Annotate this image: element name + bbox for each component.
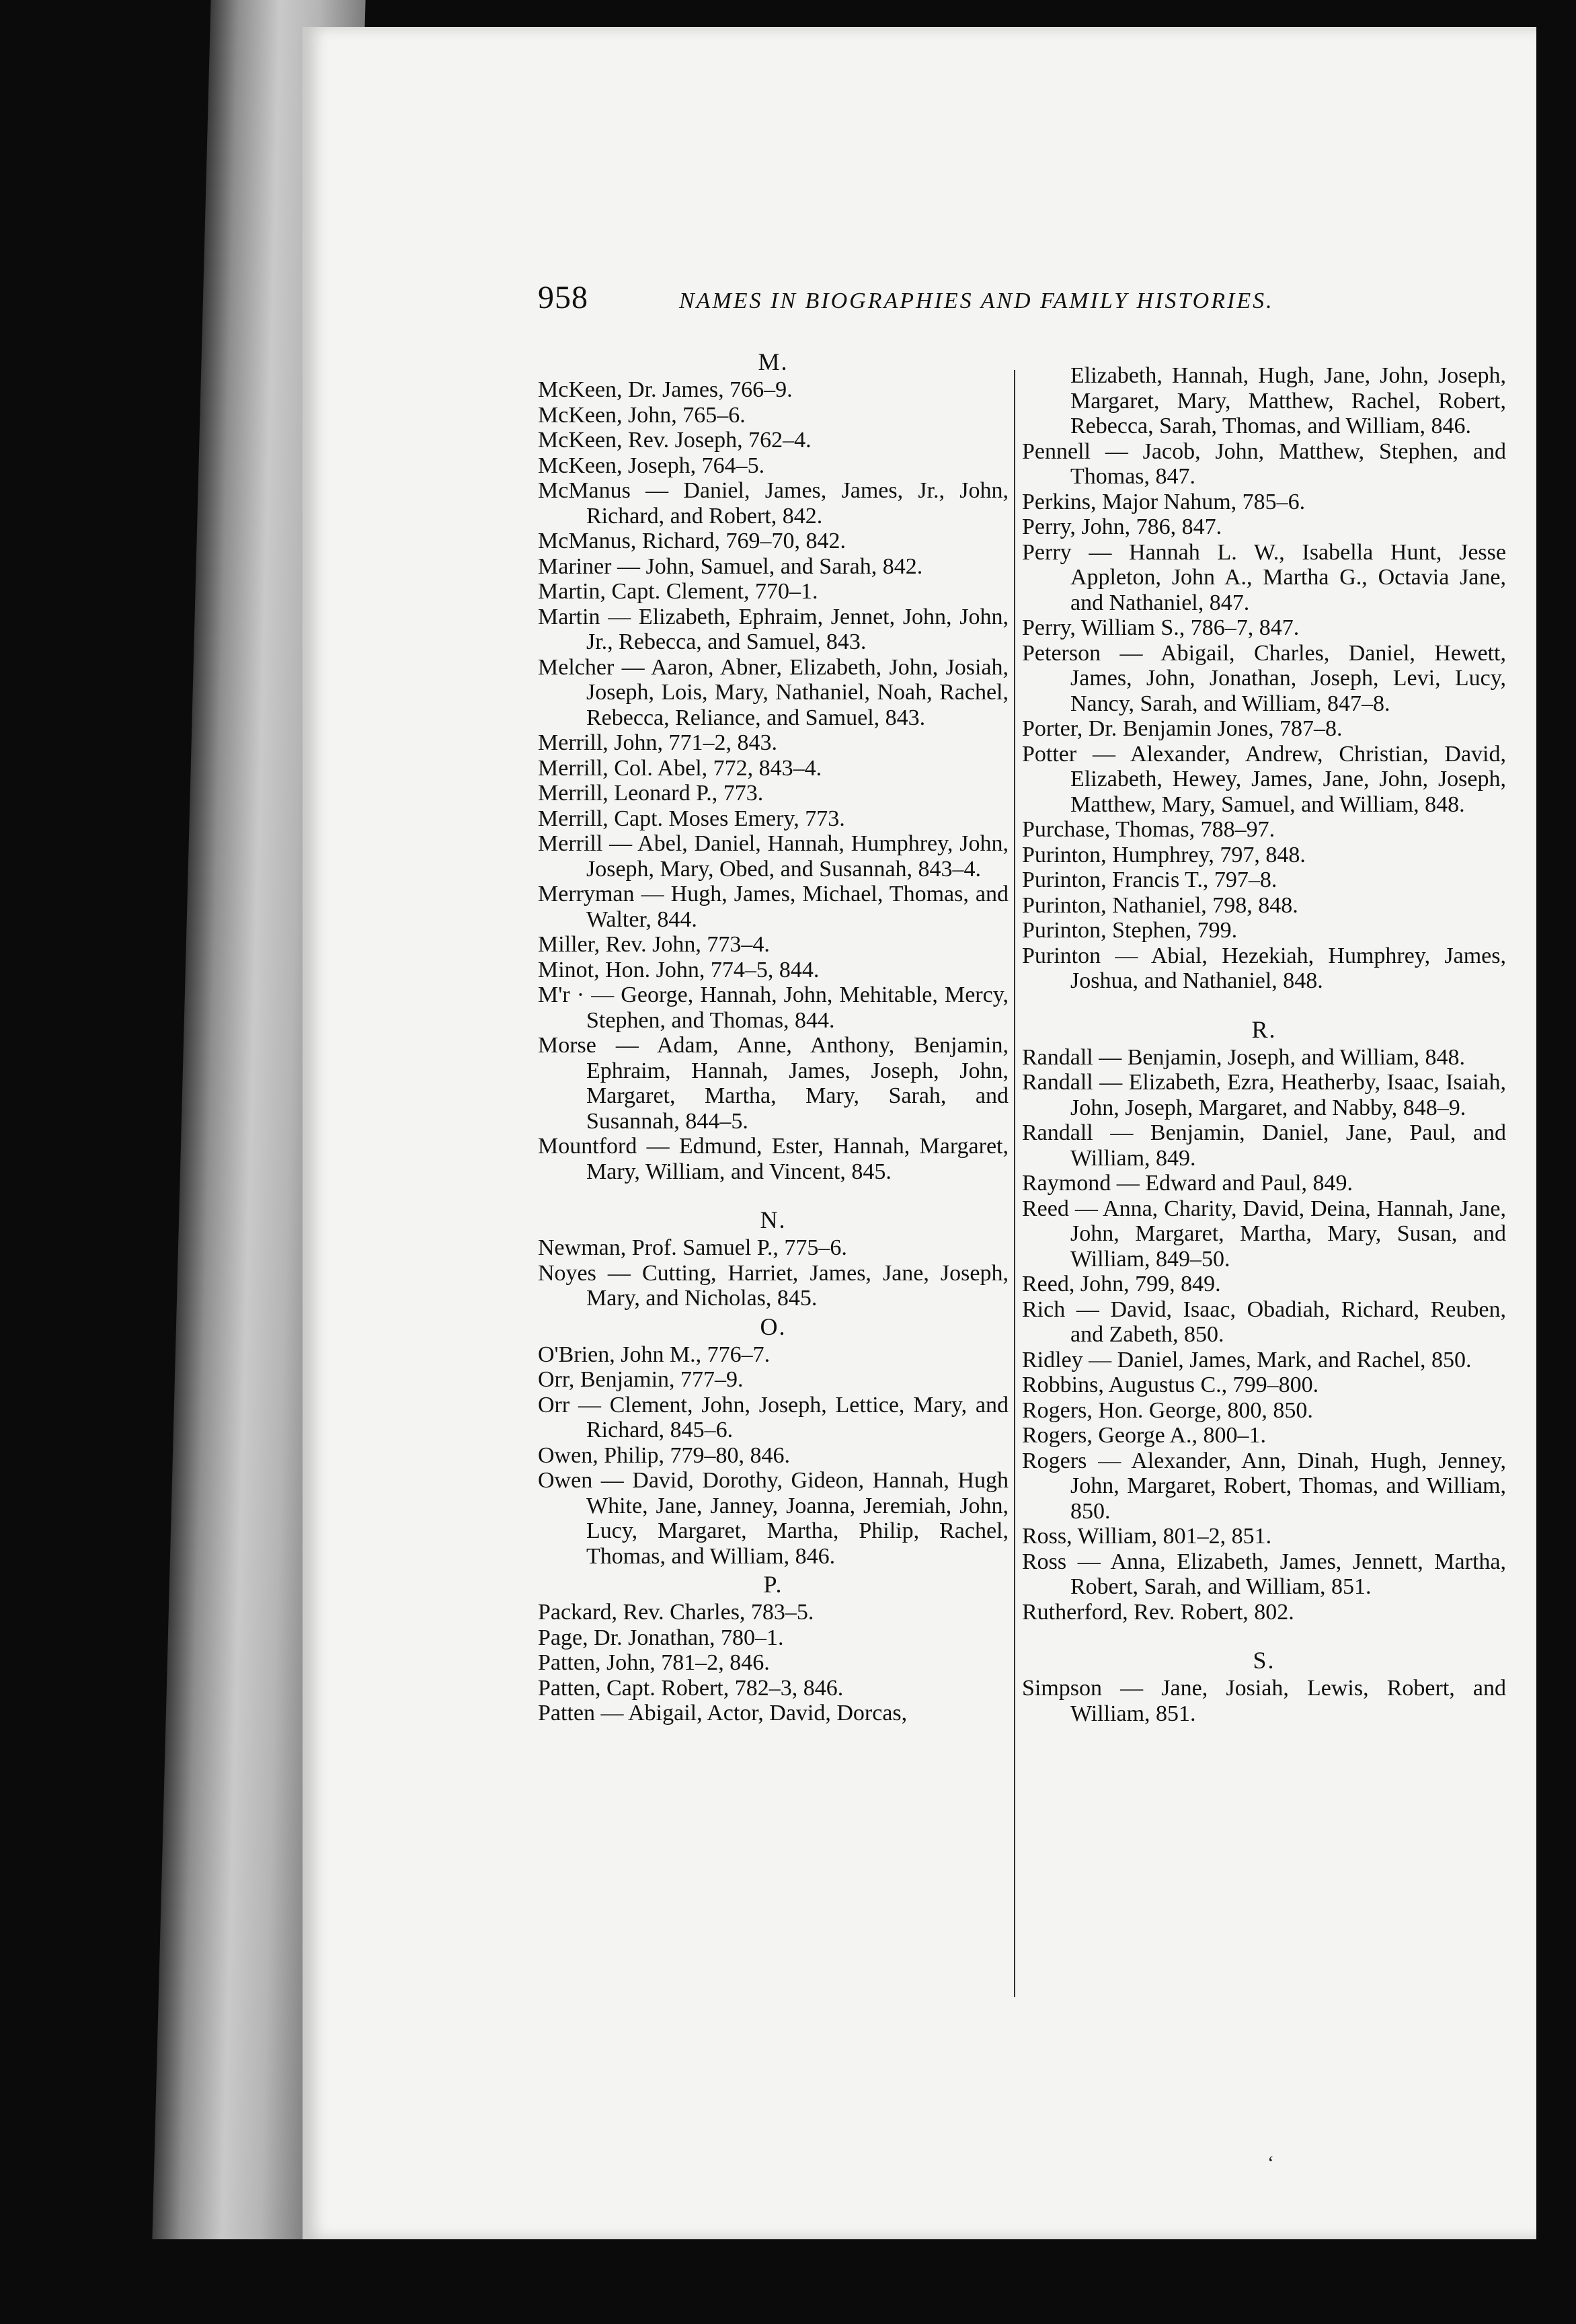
- index-entry: Morse — Adam, Anne, Anthony, Benjamin, Ephraim, Hannah, James, Joseph, John, Margaret, Martha, Mary, Sarah, and Susannah, 844–5.: [538, 1033, 1009, 1134]
- index-entry: Purinton, Humphrey, 797, 848.: [1022, 842, 1306, 867]
- section-heading: S.: [1253, 1647, 1275, 1674]
- index-entry: Perkins, Major Nahum, 785–6.: [1022, 489, 1306, 514]
- index-entry: Pennell — Jacob, John, Matthew, Stephen, and Thomas, 847.: [1022, 438, 1506, 489]
- index-entry: Martin, Capt. Clement, 770–1.: [538, 579, 818, 604]
- index-entry: Robbins, Augustus C., 799–800.: [1022, 1372, 1319, 1397]
- page-header: [538, 279, 1412, 333]
- index-entry: McKeen, Dr. James, 766–9.: [538, 377, 793, 402]
- index-entry: Ross — Anna, Elizabeth, James, Jennett, Martha, Robert, Sarah, and William, 851.: [1022, 1549, 1506, 1599]
- index-entry: Purchase, Thomas, 788–97.: [1022, 817, 1275, 842]
- index-entry: Perry, William S., 786–7, 847.: [1022, 615, 1300, 640]
- index-entry: McManus, Richard, 769–70, 842.: [538, 529, 846, 553]
- index-entry: Ross, William, 801–2, 851.: [1022, 1524, 1272, 1549]
- index-entry: Randall — Benjamin, Joseph, and William, 848.: [1022, 1044, 1466, 1070]
- index-entry: M'r · — George, Hannah, John, Mehitable, Mercy, Stephen, and Thomas, 844.: [538, 982, 1009, 1033]
- index-entry: Orr, Benjamin, 777–9.: [538, 1367, 744, 1392]
- section-heading: R.: [1251, 1015, 1277, 1043]
- index-entry: Minot, Hon. John, 774–5, 844.: [538, 957, 820, 982]
- index-entry: McManus — Daniel, James, James, Jr., John, Richard, and Robert, 842.: [538, 478, 1009, 529]
- index-entry: Newman, Prof. Samuel P., 775–6.: [538, 1235, 847, 1260]
- index-entry: Perry, John, 786, 847.: [1022, 514, 1222, 539]
- section-heading: M.: [758, 348, 789, 375]
- section-heading: N.: [760, 1206, 787, 1233]
- section-gap: [1022, 994, 1506, 1014]
- index-entry: Rutherford, Rev. Robert, 802.: [1022, 1599, 1294, 1625]
- index-entry: Noyes — Cutting, Harriet, James, Jane, Joseph, Mary, and Nicholas, 845.: [538, 1260, 1009, 1311]
- index-entry: Merrill — Abel, Daniel, Hannah, Humphrey, John, Joseph, Mary, Obed, and Susannah, 843–4.: [538, 831, 1009, 882]
- index-entry: Purinton — Abial, Hezekiah, Humphrey, James, Joshua, and Nathaniel, 848.: [1022, 943, 1506, 993]
- section-gap: [538, 1184, 1009, 1204]
- index-entry: Packard, Rev. Charles, 783–5.: [538, 1600, 814, 1625]
- index-entry: Page, Dr. Jonathan, 780–1.: [538, 1625, 784, 1650]
- index-entry: Reed — Anna, Charity, David, Deina, Hannah, Jane, John, Margaret, Martha, Mary, Susan, and William, 849–50.: [1022, 1196, 1506, 1272]
- page-number: 958: [538, 280, 588, 315]
- index-entry: Rogers, Hon. George, 800, 850.: [1022, 1397, 1313, 1423]
- index-entry: Merrill, Capt. Moses Emery, 773.: [538, 806, 845, 831]
- index-entry: Peterson — Abigail, Charles, Daniel, Hewett, James, John, Jonathan, Joseph, Levi, Lucy, Nancy, Sarah, and William, 847–8.: [1022, 640, 1506, 716]
- index-entry: Orr — Clement, John, Joseph, Lettice, Mary, and Richard, 845–6.: [538, 1392, 1009, 1442]
- section-heading: P.: [763, 1571, 783, 1598]
- index-entry: Mariner — John, Samuel, and Sarah, 842.: [538, 553, 923, 579]
- index-entry: Miller, Rev. John, 773–4.: [538, 932, 770, 957]
- index-entry: Merrill, John, 771–2, 843.: [538, 730, 778, 755]
- index-entry: McKeen, Rev. Joseph, 762–4.: [538, 428, 812, 453]
- index-entry: Potter — Alexander, Andrew, Christian, David, Elizabeth, Hewey, James, Jane, John, Joseph, Matthew, Mary, Samuel, and William, 848.: [1022, 741, 1506, 817]
- index-column-left: [538, 346, 1009, 1726]
- index-entry: Melcher — Aaron, Abner, Elizabeth, John, Josiah, Joseph, Lois, Mary, Nathaniel, Noah, Rachel, Rebecca, Reliance, and Samuel, 843.: [538, 654, 1009, 730]
- index-entry: Rogers, George A., 800–1.: [1022, 1423, 1266, 1448]
- index-entry: Rich — David, Isaac, Obadiah, Richard, Reuben, and Zabeth, 850.: [1022, 1296, 1506, 1347]
- running-head: NAMES IN BIOGRAPHIES AND FAMILY HISTORIES.: [679, 288, 1274, 313]
- index-entry: O'Brien, John M., 776–7.: [538, 1342, 771, 1367]
- index-entry: Patten — Abigail, Actor, David, Dorcas,: [538, 1701, 908, 1726]
- index-entry: Patten, Capt. Robert, 782–3, 846.: [538, 1675, 844, 1701]
- index-entry: McKeen, Joseph, 764–5.: [538, 453, 765, 478]
- index-entry: Randall — Benjamin, Daniel, Jane, Paul, and William, 849.: [1022, 1120, 1506, 1171]
- index-entry: Simpson — Jane, Josiah, Lewis, Robert, and William, 851.: [1022, 1676, 1506, 1726]
- index-entry: Mountford — Edmund, Ester, Hannah, Margaret, Mary, William, and Vincent, 845.: [538, 1134, 1009, 1184]
- index-entry: Rogers — Alexander, Ann, Dinah, Hugh, Jenney, John, Margaret, Robert, Thomas, and William, 850.: [1022, 1448, 1506, 1524]
- index-entry: Owen — David, Dorothy, Gideon, Hannah, Hugh White, Jane, Janney, Joanna, Jeremiah, John, Lucy, Margaret, Martha, Philip, Rachel, Thomas, and William, 846.: [538, 1468, 1009, 1569]
- index-entry: Patten, John, 781–2, 846.: [538, 1650, 770, 1675]
- index-entry: Purinton, Francis T., 797–8.: [1022, 867, 1277, 892]
- print-mark: ʻ: [1267, 2152, 1274, 2174]
- index-entry: Owen, Philip, 779–80, 846.: [538, 1442, 790, 1468]
- index-entry: Porter, Dr. Benjamin Jones, 787–8.: [1022, 716, 1343, 741]
- index-entry: Merryman — Hugh, James, Michael, Thomas, and Walter, 844.: [538, 882, 1009, 932]
- index-entry: Purinton, Stephen, 799.: [1022, 918, 1238, 943]
- index-entry: Ridley — Daniel, James, Mark, and Rachel, 850.: [1022, 1347, 1472, 1372]
- scan-background: [1540, 0, 1576, 2324]
- index-column-right: [1022, 363, 1506, 1726]
- index-entry: Martin — Elizabeth, Ephraim, Jennet, John, John, Jr., Rebecca, and Samuel, 843.: [538, 604, 1009, 654]
- index-entry: Merrill, Col. Abel, 772, 843–4.: [538, 755, 822, 781]
- section-gap: [1022, 1625, 1506, 1645]
- index-entry: McKeen, John, 765–6.: [538, 402, 746, 428]
- index-entry: Raymond — Edward and Paul, 849.: [1022, 1171, 1353, 1196]
- section-heading: O.: [760, 1313, 787, 1340]
- index-entry: Randall — Elizabeth, Ezra, Heatherby, Isaac, Isaiah, John, Joseph, Margaret, and Nabby, 848–9.: [1022, 1070, 1506, 1120]
- index-entry: Perry — Hannah L. W., Isabella Hunt, Jesse Appleton, John A., Martha G., Octavia Jane, and Nathaniel, 847.: [1022, 539, 1506, 615]
- index-entry: Reed, John, 799, 849.: [1022, 1272, 1221, 1296]
- column-divider: [1014, 370, 1015, 1997]
- index-entry: Merrill, Leonard P., 773.: [538, 781, 764, 806]
- index-entry: Purinton, Nathaniel, 798, 848.: [1022, 892, 1298, 918]
- index-entry: Elizabeth, Hannah, Hugh, Jane, John, Joseph, Margaret, Mary, Matthew, Rachel, Robert, Rebecca, Sarah, Thomas, and William, 846.: [1070, 363, 1506, 438]
